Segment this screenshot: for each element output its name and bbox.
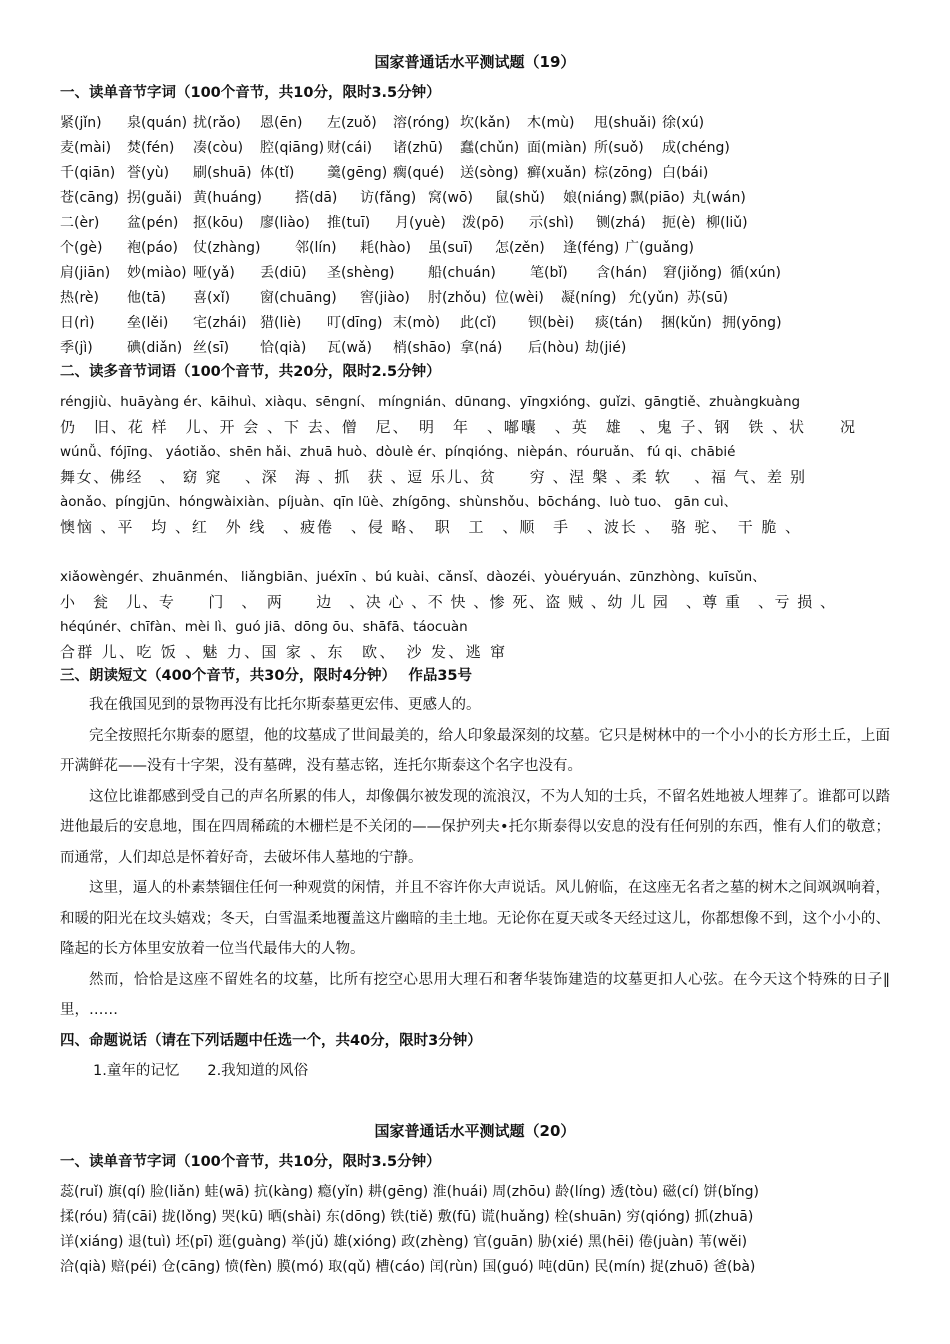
word-pinyin-line: wúnǚ、fójīng、 yáotiǎo、shēn hǎi、zhuā huò、dòulè ér、pínqióng、nièpán、róuruǎn、 fú qi、chābié (60, 444, 736, 460)
char-cell: 肩(jiān) (60, 265, 111, 281)
word-hanzi-line: 合群 儿、吃 饭 、魅 力、国 家 、东 欧、 沙 发、逃 窜 (60, 643, 505, 661)
char-row-3: 详(xiáng) 退(tuì) 坯(pī) 逛(guàng) 举(jǔ) 雄(xióng) 政(zhèng) 官(guān) 胁(xié) 黑(hēi) 倦(juàn) 苇(wěi) (60, 1234, 748, 1250)
test19-part3-heading: 三、朗读短文（400个音节，共30分，限时4分钟） 作品35号 (60, 668, 473, 684)
char-cell: 千(qiān) (60, 165, 116, 181)
topic-options (93, 1061, 793, 1081)
char-cell: 柳(liǔ) (706, 215, 748, 231)
char-row-4 (60, 187, 920, 209)
char-cell: 窘(jiǒng) (663, 265, 723, 281)
char-cell: 誉(yù) (127, 165, 170, 181)
char-cell: 拿(ná) (460, 340, 503, 356)
char-cell: 白(bái) (662, 165, 709, 181)
char-cell: 体(tǐ) (260, 165, 295, 181)
word-hanzi-line: 懊恼 、平 均 、红 外 线 、疲倦 、侵 略、 职 工 、顺 手 、波长 、 骆 驼、 干 脆 、 (60, 518, 800, 536)
char-cell: 痰(tán) (595, 315, 643, 331)
word-pinyin-line: àonǎo、píngjūn、hóngwàixiàn、píjuàn、qīn lüè、zhígōng、shùnshǒu、bōcháng、luò tuo、 gān cuì、 (60, 494, 738, 510)
word-pinyin-line: héqúnér、chīfàn、mèi lì、guó jiā、dōng ōu、shāfā、táocuàn (60, 619, 468, 635)
char-row-1: 蕊(ruǐ) 旗(qí) 脸(liǎn) 蛙(wā) 抗(kàng) 瘾(yǐn) 耕(gēng) 淮(huái) 周(zhōu) 龄(líng) 透(tòu) 磁(cí) 饼(bǐng) (60, 1184, 759, 1200)
topic-item: 2.我知道的风俗 (207, 1063, 309, 1079)
char-cell: 送(sòng) (460, 165, 519, 181)
char-cell: 热(rè) (60, 290, 99, 306)
char-cell: 丝(sī) (193, 340, 230, 356)
topic-item: 1.童年的记忆 (93, 1063, 180, 1079)
char-cell: 所(suǒ) (594, 140, 644, 156)
char-cell: 泼(pō) (462, 215, 505, 231)
char-cell: 黄(huáng) (193, 190, 263, 206)
char-cell: 徐(xú) (662, 115, 705, 131)
char-cell: 铡(zhá) (596, 215, 646, 231)
char-cell: 广(guǎng) (625, 240, 695, 256)
char-cell: 船(chuán) (428, 265, 496, 281)
char-cell: 凑(còu) (193, 140, 244, 156)
char-cell: 含(hán) (596, 265, 648, 281)
char-cell: 喜(xǐ) (193, 290, 231, 306)
char-cell: 棕(zōng) (594, 165, 653, 181)
char-cell: 劫(jié) (585, 340, 627, 356)
char-cell: 邻(lín) (295, 240, 337, 256)
word-hanzi-line: 舞女、佛经 、 窈 窕 、深 海 、抓 获 、逗 乐儿、贫 穷 、涅 槃 、柔 软 、福 气、差 别 (60, 468, 805, 486)
char-cell: 妙(miào) (127, 265, 187, 281)
char-row-10 (60, 337, 920, 359)
char-cell: 拐(guǎi) (127, 190, 183, 206)
char-cell: 循(xún) (730, 265, 781, 281)
char-row-6 (60, 237, 920, 259)
char-cell: 癣(xuǎn) (527, 165, 587, 181)
char-cell: 垒(lěi) (127, 315, 169, 331)
char-cell: 左(zuǒ) (327, 115, 377, 131)
test19-part4-heading: 四、命题说话（请在下列话题中任选一个，共40分，限时3分钟） (60, 1033, 482, 1049)
char-cell: 蠢(chǔn) (460, 140, 520, 156)
char-cell: 推(tuī) (327, 215, 371, 231)
char-row-4: 洽(qià) 赔(péi) 仓(cāng) 愤(fèn) 膜(mó) 取(qǔ) 槽(cáo) 闰(rùn) 国(guó) 吨(dūn) 民(mín) 捉(zhuō) 爸(bà) (60, 1259, 756, 1275)
char-row-2: 揉(róu) 猜(cāi) 拢(lǒng) 哭(kū) 晒(shài) 东(dōng) 铁(tiě) 敷(fū) 谎(huǎng) 栓(shuān) 穷(qióng) 抓(zhuā) (60, 1209, 754, 1225)
test19-title: 国家普通话水平测试题（19） (374, 53, 576, 71)
passage-paragraph: 完全按照托尔斯泰的愿望，他的坟墓成了世间最美的，给人印象最深刻的坟墓。它只是树林中的一个小小的长方形土丘，上面开满鲜花——没有十字架，没有墓碑，没有墓志铭，连托尔斯泰这个名字也没有。 (60, 727, 890, 774)
char-cell: 恩(ēn) (260, 115, 303, 131)
char-cell: 苍(cāng) (60, 190, 119, 206)
test20-part1-heading: 一、读单音节字词（100个音节，共10分，限时3.5分钟） (60, 1154, 441, 1170)
char-cell: 丸(wán) (692, 190, 746, 206)
char-row-9 (60, 312, 920, 334)
char-cell: 逢(féng) (563, 240, 620, 256)
char-cell: 紧(jǐn) (60, 115, 102, 131)
char-cell: 甩(shuǎi) (594, 115, 657, 131)
char-cell: 示(shì) (529, 215, 574, 231)
char-cell: 猎(liè) (260, 315, 302, 331)
char-cell: 焚(fén) (127, 140, 175, 156)
char-cell: 碘(diǎn) (127, 340, 183, 356)
char-row-7 (60, 262, 920, 284)
char-cell: 恰(qià) (260, 340, 307, 356)
char-cell: 允(yǔn) (628, 290, 679, 306)
char-cell: 耗(hào) (360, 240, 411, 256)
char-cell: 窗(chuāng) (260, 290, 337, 306)
passage-paragraph: 这位比谁都感到受自己的声名所累的伟人，却像偶尔被发现的流浪汉，不为人知的士兵，不留名姓地被人埋葬了。谁都可以踏进他最后的安息地，围在四周稀疏的木栅栏是不关闭的——保护列夫•托尔斯泰得以安息的没有任何别的东西，惟有人们的敬意；而通常，人们却总是怀着好奇，去破坏伟人墓地的宁静。 (60, 788, 890, 866)
char-cell: 窝(wō) (428, 190, 473, 206)
char-cell: 笔(bǐ) (530, 265, 568, 281)
char-cell: 季(jì) (60, 340, 93, 356)
word-hanzi-line: 小 瓮 儿、专 门 、 两 边 、决 心 、不 快 、惨 死、盗 贼 、幼 儿 园 、尊 重 、亏 损 、 (60, 593, 835, 611)
char-cell: 腔(qiāng) (260, 140, 325, 156)
test19-part1-heading: 一、读单音节字词（100个音节，共10分，限时3.5分钟） (60, 85, 441, 101)
char-cell: 瓦(wǎ) (327, 340, 372, 356)
char-cell: 坎(kǎn) (460, 115, 511, 131)
char-cell: 麦(mài) (60, 140, 112, 156)
char-cell: 宅(zhái) (193, 315, 247, 331)
char-cell: 此(cǐ) (460, 315, 497, 331)
char-cell: 溶(róng) (393, 115, 450, 131)
char-cell: 鼠(shǔ) (495, 190, 545, 206)
char-cell: 飘(piāo) (630, 190, 685, 206)
word-hanzi-line: 仍 旧、花 样 儿、开 会 、下 去、僧 尼、 明 年 、嘟囔 、英 雄 、鬼 子、钢 铁 、状 况 (60, 418, 855, 436)
char-cell: 个(gè) (60, 240, 103, 256)
char-cell: 窖(jiào) (360, 290, 410, 306)
reading-passage (60, 690, 890, 1026)
char-cell: 圣(shèng) (327, 265, 395, 281)
char-cell: 日(rì) (60, 315, 95, 331)
char-cell: 廖(liào) (260, 215, 310, 231)
char-cell: 苏(sū) (687, 290, 729, 306)
char-row-1 (60, 112, 920, 134)
char-cell: 叮(dīng) (327, 315, 383, 331)
char-cell: 末(mò) (393, 315, 441, 331)
test20-title: 国家普通话水平测试题（20） (374, 1122, 576, 1140)
char-cell: 仗(zhàng) (193, 240, 261, 256)
char-cell: 梢(shāo) (393, 340, 452, 356)
char-cell: 抠(kōu) (193, 215, 244, 231)
char-cell: 钡(bèi) (528, 315, 575, 331)
char-cell: 二(èr) (60, 215, 100, 231)
passage-paragraph: 然而，恰恰是这座不留姓名的坟墓，比所有挖空心思用大理石和奢华装饰建造的坟墓更扣人心弦。在今天这个特殊的日子∥里，…… (60, 971, 890, 1018)
char-cell: 扼(è) (662, 215, 696, 231)
passage-paragraph: 我在俄国见到的景物再没有比托尔斯泰墓更宏伟、更感人的。 (89, 697, 481, 713)
char-cell: 访(fǎng) (360, 190, 417, 206)
char-cell: 肘(zhǒu) (428, 290, 487, 306)
char-cell: 哑(yǎ) (193, 265, 235, 281)
passage-paragraph: 这里，逼人的朴素禁锢住任何一种观赏的闲情，并且不容许你大声说话。风儿俯临，在这座无名者之墓的树木之间飒飒响着，和暖的阳光在坟头嬉戏；冬天，白雪温柔地覆盖这片幽暗的圭土地。无论你在夏天或冬天经过这儿，你都想像不到，这个小小的、隆起的长方体里安放着一位当代最伟大的人物。 (60, 880, 890, 957)
char-cell: 财(cái) (327, 140, 373, 156)
char-cell: 凝(níng) (561, 290, 617, 306)
char-cell: 捆(kǔn) (661, 315, 712, 331)
char-cell: 羹(gēng) (327, 165, 388, 181)
char-cell: 虽(suī) (428, 240, 473, 256)
char-cell: 怎(zěn) (495, 240, 545, 256)
char-cell: 他(tā) (127, 290, 166, 306)
char-row-3 (60, 162, 920, 184)
test19-part2-heading: 二、读多音节词语（100个音节，共20分，限时2.5分钟） (60, 364, 441, 380)
word-pinyin-line: xiǎowèngér、zhuānmén、 liǎngbiān、juéxīn 、bú kuài、cǎnsǐ、dàozéi、yòuéryuán、zūnzhòng、kuīsǔn、 (60, 569, 766, 585)
char-row-8 (60, 287, 920, 309)
char-cell: 瘸(qué) (393, 165, 445, 181)
char-cell: 盆(pén) (127, 215, 179, 231)
word-pinyin-line: réngjiù、huāyàng ér、kāihuì、xiàqu、sēngní、 míngnián、dūnɑnɡ、yīngxióng、guǐzi、gāngtiě、zhuàngkuàng (60, 394, 801, 410)
char-cell: 面(miàn) (527, 140, 587, 156)
char-cell: 娘(niáng) (563, 190, 628, 206)
char-cell: 刷(shuā) (193, 165, 252, 181)
char-cell: 木(mù) (527, 115, 575, 131)
char-cell: 丢(diū) (260, 265, 307, 281)
char-cell: 泉(quán) (127, 115, 188, 131)
char-cell: 袍(páo) (127, 240, 178, 256)
char-cell: 成(chéng) (662, 140, 730, 156)
char-cell: 搭(dā) (295, 190, 338, 206)
char-cell: 拥(yōng) (722, 315, 782, 331)
char-cell: 扰(rǎo) (193, 115, 241, 131)
char-cell: 位(wèi) (495, 290, 544, 306)
char-row-5 (60, 212, 920, 234)
char-row-2 (60, 137, 920, 159)
char-cell: 后(hòu) (528, 340, 580, 356)
char-cell: 诸(zhū) (393, 140, 444, 156)
char-cell: 月(yuè) (395, 215, 446, 231)
